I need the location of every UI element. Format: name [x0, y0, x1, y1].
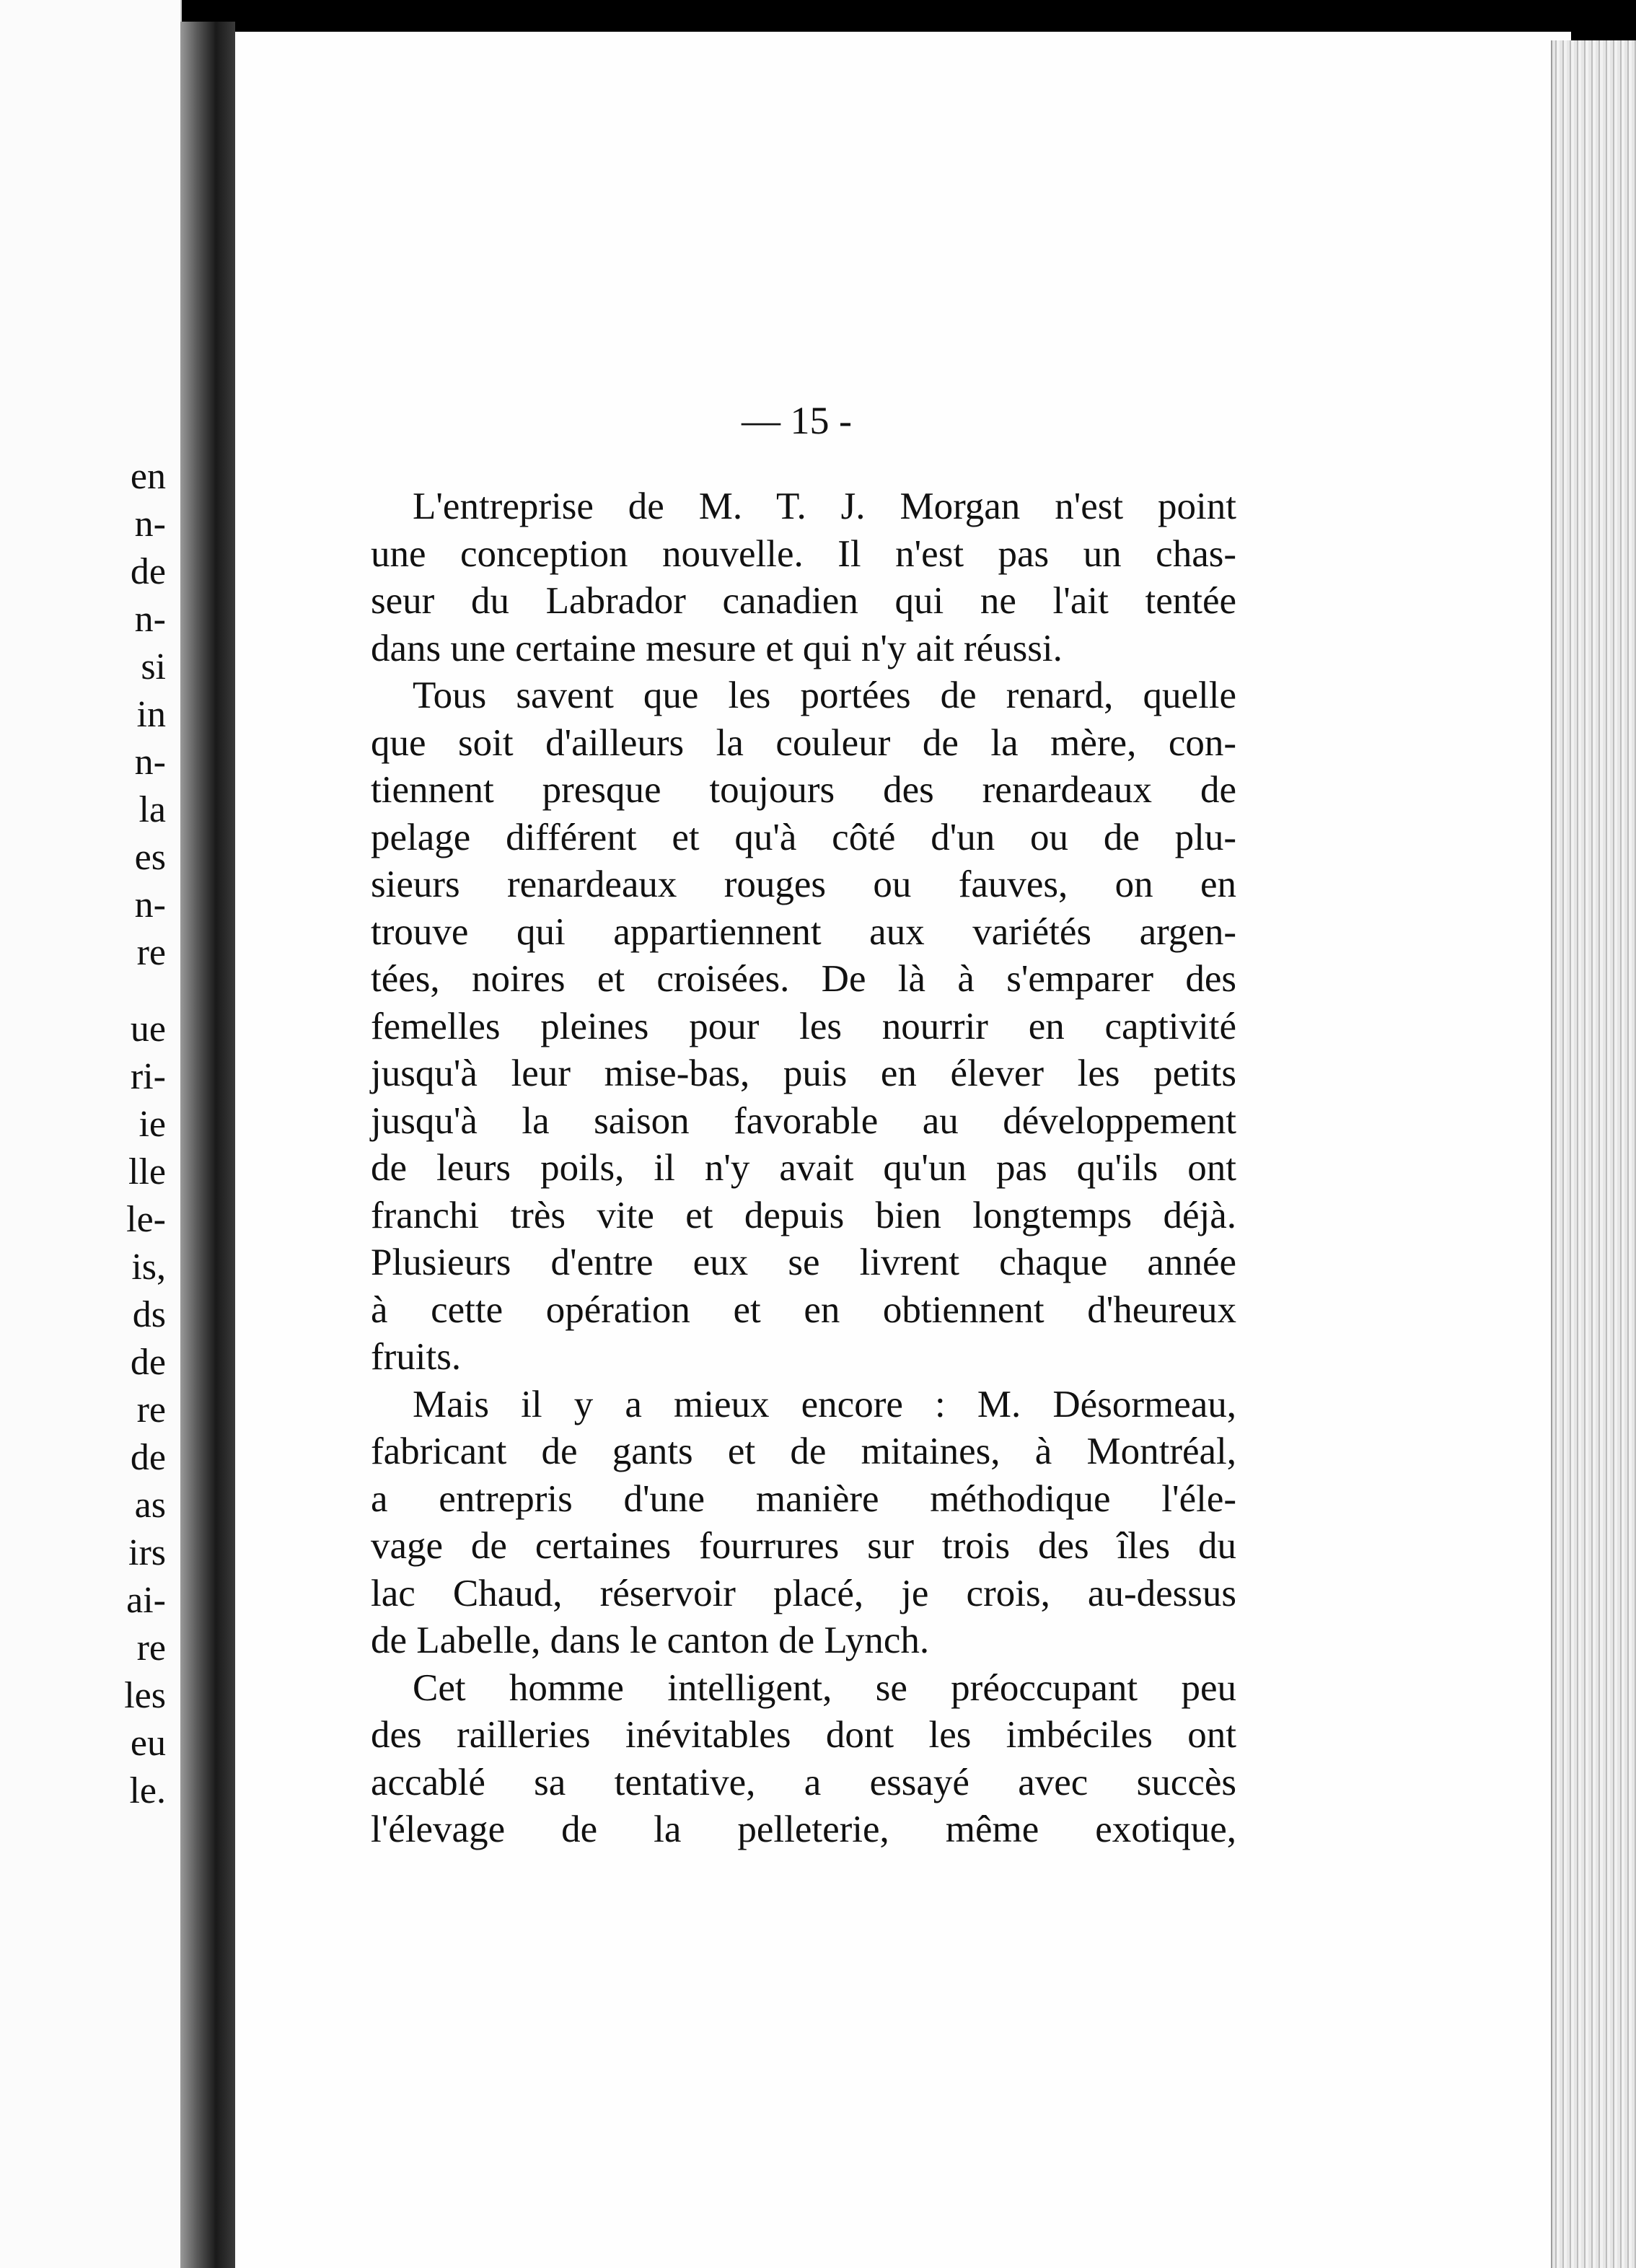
left-page-line: de: [130, 1342, 166, 1383]
left-page-line: ie: [138, 1104, 166, 1145]
text-line: lac Chaud, réservoir placé, je crois, au-dessus: [371, 1572, 1236, 1614]
left-page-line: re: [136, 1389, 166, 1430]
left-page-line: si: [141, 646, 166, 687]
text-line: de leurs poils, il n'y avait qu'un pas qu'ils ont: [371, 1147, 1236, 1189]
left-page-line: n-: [134, 599, 166, 640]
text-line: seur du Labrador canadien qui ne l'ait tentée: [371, 580, 1236, 622]
text-line: l'élevage de la pelleterie, même exotique,: [371, 1808, 1236, 1850]
text-line: pelage différent et qu'à côté d'un ou de plu-: [371, 816, 1236, 858]
left-page-line: de: [130, 1437, 166, 1478]
text-line: tiennent presque toujours des renardeaux de: [371, 769, 1236, 811]
left-page-line: n-: [134, 742, 166, 783]
text-line: des railleries inévitables dont les imbéciles ont: [371, 1714, 1236, 1756]
left-page-line: n-: [134, 504, 166, 545]
text-line: dans une certaine mesure et qui n'y ait réussi.: [371, 627, 1063, 669]
book-gutter: [180, 22, 235, 2268]
left-page-line: irs: [128, 1532, 166, 1573]
left-page-line: ue: [130, 1008, 166, 1050]
left-page-line: le.: [129, 1770, 166, 1811]
page-number: — 15 -: [742, 399, 852, 442]
text-line: fruits.: [371, 1336, 462, 1378]
left-page-line: le-: [126, 1199, 166, 1240]
left-page-line: ds: [132, 1294, 166, 1335]
left-page-line: ai-: [126, 1580, 166, 1621]
left-page-line: re: [136, 932, 166, 973]
text-line: jusqu'à la saison favorable au développement: [371, 1099, 1236, 1142]
left-page-line: is,: [131, 1247, 166, 1288]
left-page-line: in: [136, 694, 166, 735]
left-page-line: lle: [128, 1151, 166, 1192]
text-line: femelles pleines pour les nourrir en captivité: [371, 1005, 1236, 1047]
left-page-line: as: [134, 1485, 166, 1526]
text-line: que soit d'ailleurs la couleur de la mère, con-: [371, 721, 1236, 764]
left-page-line: eu: [130, 1723, 166, 1764]
left-page-line: es: [134, 837, 166, 878]
text-line: tées, noires et croisées. De là à s'emparer des: [371, 958, 1236, 1000]
text-line: a entrepris d'une manière méthodique l'éle-: [371, 1477, 1236, 1520]
text-line: Plusieurs d'entre eux se livrent chaque année: [371, 1241, 1236, 1283]
text-line: Tous savent que les portées de renard, quelle: [413, 674, 1236, 716]
text-line: L'entreprise de M. T. J. Morgan n'est point: [413, 485, 1236, 527]
text-line: accablé sa tentative, a essayé avec succès: [371, 1761, 1236, 1803]
text-line: franchi très vite et depuis bien longtemps déjà.: [371, 1194, 1236, 1236]
text-line: fabricant de gants et de mitaines, à Montréal,: [371, 1430, 1236, 1472]
text-line: à cette opération et en obtiennent d'heureux: [371, 1288, 1236, 1331]
text-line: vage de certaines fourrures sur trois des îles du: [371, 1525, 1236, 1567]
left-page-line: les: [124, 1675, 166, 1716]
left-page-line: n-: [134, 884, 166, 926]
text-line: de Labelle, dans le canton de Lynch.: [371, 1619, 930, 1661]
left-page-line: en: [130, 456, 166, 497]
left-page-text: [0, 453, 180, 1815]
left-page: [0, 0, 182, 2268]
text-line: sieurs renardeaux rouges ou fauves, on en: [371, 863, 1236, 905]
text-line: une conception nouvelle. Il n'est pas un chas-: [371, 532, 1236, 575]
left-page-line: de: [130, 551, 166, 592]
left-page-line: la: [138, 789, 166, 830]
text-line: jusqu'à leur mise-bas, puis en élever les petits: [371, 1052, 1236, 1094]
body-text: [371, 483, 1236, 1854]
left-page-line: ri-: [130, 1056, 166, 1097]
page-edges: [1551, 40, 1636, 2268]
left-page-line: re: [136, 1627, 166, 1669]
text-line: trouve qui appartiennent aux variétés argen-: [371, 910, 1236, 953]
text-line: Mais il y a mieux encore : M. Désormeau,: [413, 1383, 1236, 1425]
text-line: Cet homme intelligent, se préoccupant peu: [413, 1666, 1236, 1709]
